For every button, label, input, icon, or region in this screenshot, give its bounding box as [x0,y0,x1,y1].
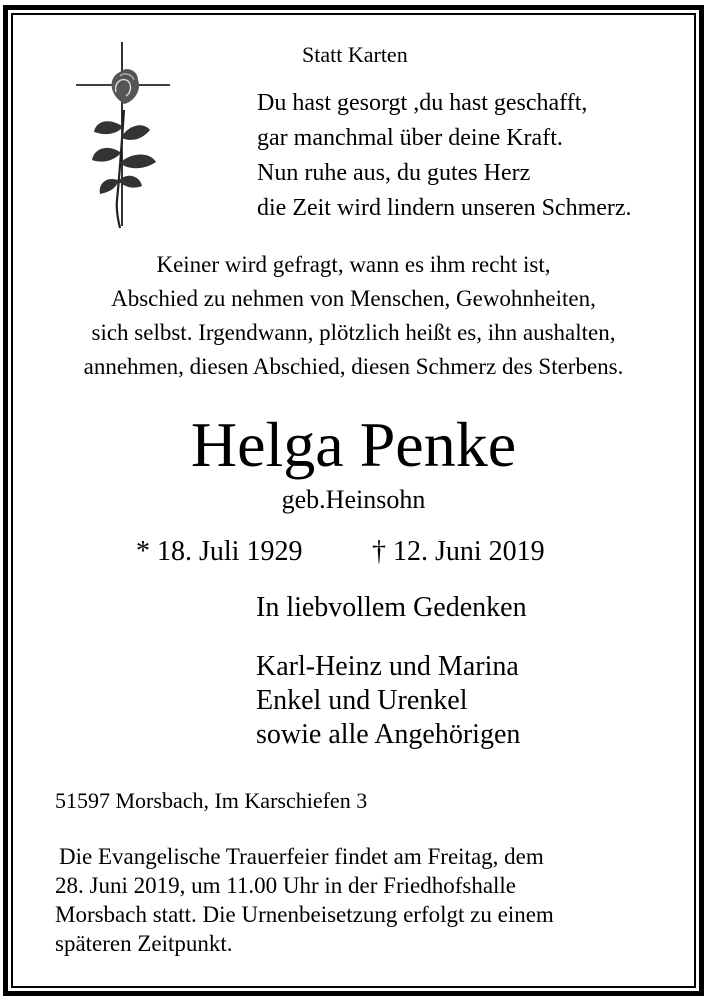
mourner-line: sowie alle Angehörigen [256,719,521,750]
death-date: † 12. Juni 2019 [372,536,545,567]
poem-line: gar manchmal über deine Kraft. [257,125,563,151]
mourners-list [256,650,520,752]
poem [257,86,632,226]
notice-line: Morsbach statt. Die Urnenbeisetzung erfolgt zu einem [55,902,554,927]
memory-line: In liebvollem Gedenken [256,592,527,623]
birth-date: * 18. Juli 1929 [136,536,303,567]
funeral-notice [55,842,554,958]
deceased-name: Helga Penke [190,409,517,480]
cross-with-rose-icon [72,40,172,230]
mourner-line: Enkel und Urenkel [256,685,468,716]
quote-line: Abschied zu nehmen von Menschen, Gewohnheiten, [111,286,596,311]
quote-line: annehmen, diesen Abschied, diesen Schmerz des Sterbens. [83,354,624,379]
poem-line: Du hast gesorgt ,du hast geschafft, [257,90,588,116]
poem-line: Nun ruhe aus, du gutes Herz [257,160,531,186]
quote-line: Keiner wird gefragt, wann es ihm recht ist, [156,252,551,277]
notice-line: Die Evangelische Trauerfeier findet am Freitag, dem [59,844,544,869]
birth-name: geb.Heinsohn [281,485,426,514]
address: 51597 Morsbach, Im Karschiefen 3 [55,788,368,813]
heading-statt-karten: Statt Karten [302,42,408,67]
mourner-line: Karl-Heinz und Marina [256,651,519,682]
poem-line: die Zeit wird lindern unseren Schmerz. [257,195,632,221]
farewell-quote [0,248,707,384]
notice-line: späteren Zeitpunkt. [55,931,233,956]
notice-line: 28. Juni 2019, um 11.00 Uhr in der Friedhofshalle [55,873,517,898]
quote-line: sich selbst. Irgendwann, plötzlich heißt es, ihn aushalten, [91,320,616,345]
